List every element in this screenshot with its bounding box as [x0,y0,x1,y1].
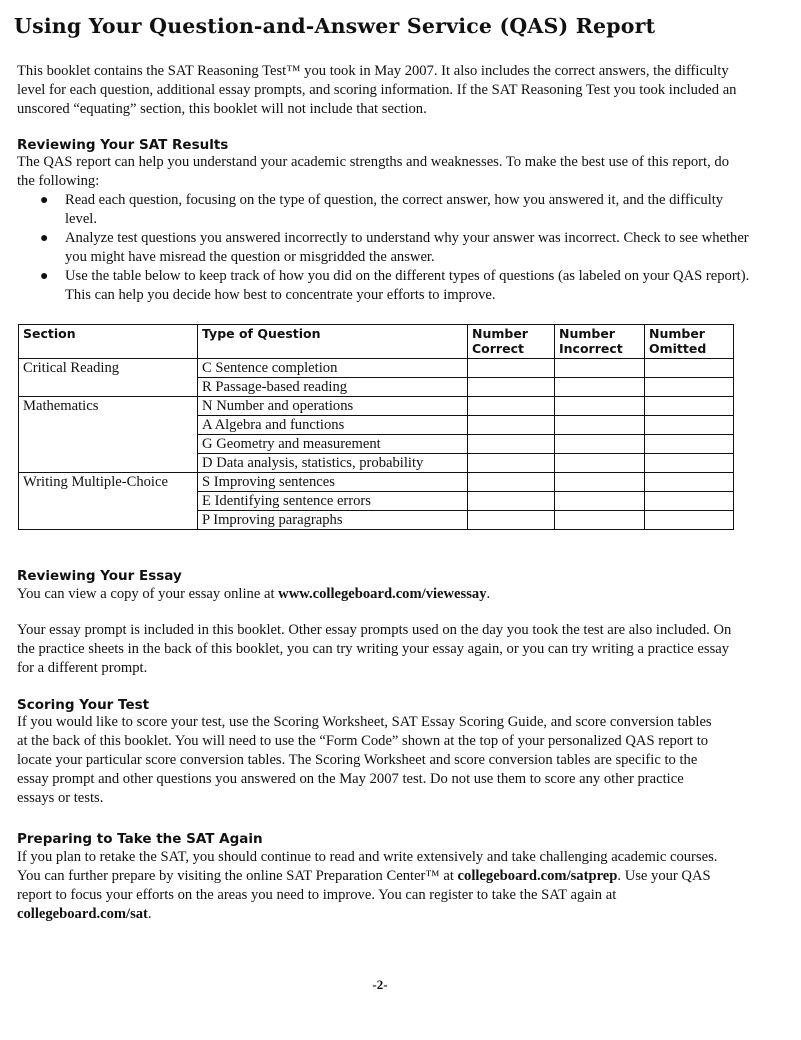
question-type: G Geometry and measurement [198,435,468,454]
section-writing: Writing Multiple-Choice [19,473,198,492]
incorrect-cell[interactable] [555,473,645,492]
table-row [19,511,734,530]
qas-tracking-table [18,324,734,530]
question-type: N Number and operations [198,397,468,416]
header-correct: Number Correct [468,325,555,359]
header-incorrect: Number Incorrect [555,325,645,359]
table-row [19,473,734,492]
incorrect-cell[interactable] [555,397,645,416]
table-row [19,359,734,378]
question-type: S Improving sentences [198,473,468,492]
satprep-link[interactable]: collegeboard.com/satprep [457,868,618,884]
correct-cell[interactable] [468,435,555,454]
reviewing-results-text: The QAS report can help you understand your academic strengths and weaknesses. To make the best use of this report, do the following: [17,154,729,189]
question-type: A Algebra and functions [198,416,468,435]
table-row [19,397,734,416]
essay-heading: Reviewing Your Essay [17,568,182,584]
question-type: E Identifying sentence errors [198,492,468,511]
header-section: Section [19,325,198,359]
incorrect-cell[interactable] [555,454,645,473]
reviewing-results-heading: Reviewing Your SAT Results [17,137,229,153]
omitted-cell[interactable] [645,359,734,378]
table-row [19,454,734,473]
results-bullet-list [40,191,750,305]
essay-prompt-text: Your essay prompt is included in this booklet. Other essay prompts used on the day you took the test are also included. On the practice sheets in the back of this booklet, you can try writing your essay again, or you can try writing a practice essay for a different prompt. [17,622,732,676]
incorrect-cell[interactable] [555,378,645,397]
essay-view-text: You can view a copy of your essay online at www.collegeboard.com/viewessay. [17,586,491,602]
incorrect-cell[interactable] [555,359,645,378]
omitted-cell[interactable] [645,454,734,473]
intro-paragraph: This booklet contains the SAT Reasoning Test™ you took in May 2007. It also includes the correct answers, the difficulty level for each question, additional essay prompts, and scoring information. If the SAT Reasoning Test you took included an unscored “equating” section, this booklet will not include that section. [17,63,737,117]
omitted-cell[interactable] [645,378,734,397]
bullet-icon: ● [40,231,49,246]
list-item: ● Read each question, focusing on the type of question, the correct answer, how you answered it, and the difficulty level. [40,192,724,227]
scoring-text: If you would like to score your test, use the Scoring Worksheet, SAT Essay Scoring Guide, and score conversion tables at the back of this booklet. You will need to use the “Form Code” shown at the top of your personalized QAS report to locate your particular score conversion tables. The Scoring Worksheet and score conversion tables are specific to the essay prompt and other questions you answered on the May 2007 test. Do not use them to score any other practice essays or tests. [17,714,712,806]
table-row [19,378,734,397]
page-title: Using Your Question-and-Answer Service (QAS) Report [14,14,656,38]
incorrect-cell[interactable] [555,511,645,530]
correct-cell[interactable] [468,397,555,416]
scoring-heading: Scoring Your Test [17,697,150,713]
correct-cell[interactable] [468,416,555,435]
incorrect-cell[interactable] [555,492,645,511]
omitted-cell[interactable] [645,492,734,511]
question-type: P Improving paragraphs [198,511,468,530]
question-type: D Data analysis, statistics, probability [198,454,468,473]
table-row [19,492,734,511]
section-mathematics: Mathematics [19,397,198,416]
list-item: ● Use the table below to keep track of how you did on the different types of questions (as labeled on your QAS report). This can help you decide how best to concentrate your efforts to improve. [40,268,750,303]
table-row [19,435,734,454]
omitted-cell[interactable] [645,397,734,416]
question-type: C Sentence completion [198,359,468,378]
omitted-cell[interactable] [645,511,734,530]
viewessay-link[interactable]: www.collegeboard.com/viewessay [278,586,487,602]
correct-cell[interactable] [468,492,555,511]
retake-text: If you plan to retake the SAT, you should continue to read and write extensively and take challenging academic courses. You can further prepare by visiting the online SAT Preparation Center™ at collegeboard.com/satprep. Use your QAS report to focus your efforts on the areas you need to improve. You can register to take the SAT again at collegeboard.com/sat. [17,849,718,922]
correct-cell[interactable] [468,511,555,530]
header-type: Type of Question [198,325,468,359]
incorrect-cell[interactable] [555,416,645,435]
table-row [19,416,734,435]
bullet-icon: ● [40,193,49,208]
correct-cell[interactable] [468,473,555,492]
omitted-cell[interactable] [645,435,734,454]
header-omitted: Number Omitted [645,325,734,359]
question-type: R Passage-based reading [198,378,468,397]
correct-cell[interactable] [468,378,555,397]
omitted-cell[interactable] [645,473,734,492]
list-item: ● Analyze test questions you answered incorrectly to understand why your answer was incorrect. Check to see whether you might have misread the question or misgridded the answer. [40,230,749,265]
correct-cell[interactable] [468,359,555,378]
incorrect-cell[interactable] [555,435,645,454]
correct-cell[interactable] [468,454,555,473]
table-header-row [19,325,734,359]
sat-register-link[interactable]: collegeboard.com/sat [17,906,148,922]
bullet-icon: ● [40,269,49,284]
omitted-cell[interactable] [645,416,734,435]
section-critical-reading: Critical Reading [19,359,198,378]
retake-heading: Preparing to Take the SAT Again [17,831,263,847]
page-number: -2- [372,977,388,992]
